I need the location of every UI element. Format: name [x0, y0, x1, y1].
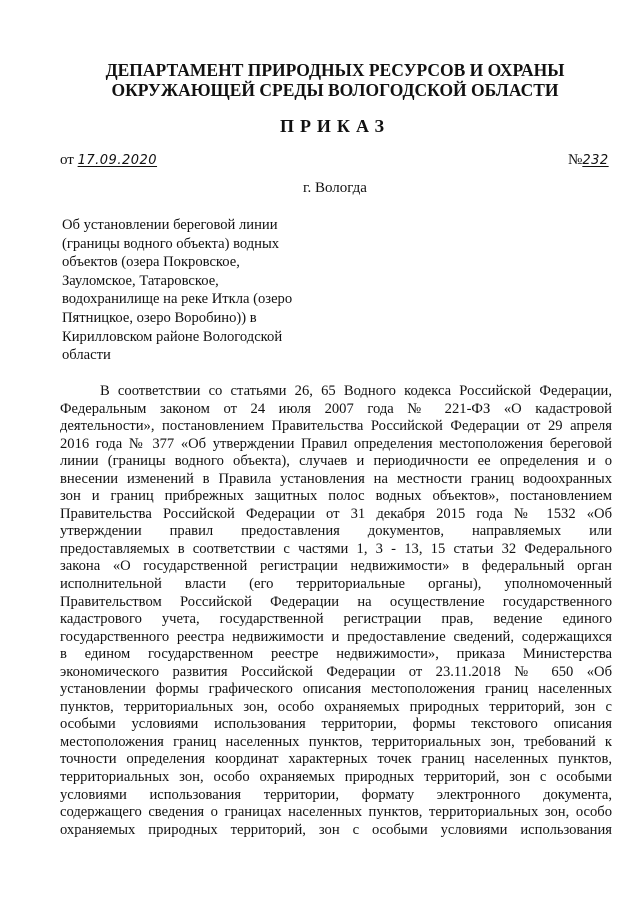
body-line: внесении изменений в Правила установления на местности границ водоохранных: [60, 470, 612, 487]
body-line: линии (границы водного объекта), случаев и периодичности ее определения и о: [60, 453, 612, 470]
body-line: содержащего сведения о границах населенных пунктов, территориальных зон, особо: [60, 804, 612, 821]
number-prefix: №: [568, 152, 583, 168]
body-line: местоположения границ населенных пунктов, территориальных зон, требований к: [60, 733, 612, 750]
body-line: точности определения координат характерных точек границ населенных пунктов,: [60, 751, 612, 768]
body-line: охраняемых природных территорий, зон с особыми условиями использования: [60, 821, 612, 838]
document-type-title: ПРИКАЗ: [279, 116, 391, 136]
date-value: 17.09.2020: [77, 153, 158, 168]
body-line: территориальных зон, особо охраняемых природных территорий, зон с особыми: [60, 769, 612, 786]
body-line: В соответствии со статьями 26, 65 Водного кодекса Российской Федерации,: [100, 383, 612, 399]
body-line: утверждении правил предоставления документов, направляемых или: [60, 523, 612, 540]
body-line: экономического развития Российской Федерации от 23.11.2018 № 650 «Об: [60, 663, 612, 680]
date-prefix: от: [60, 152, 74, 168]
subject-line: объектов (озера Покровское,: [62, 254, 240, 271]
body-line: 2016 года № 377 «Об утверждении Правил определения местоположения береговой: [60, 435, 612, 452]
order-date: [60, 152, 157, 169]
city-name: г. Вологда: [303, 180, 367, 196]
body-line: предоставляемых в соответствии с частями 1, 3 - 13, 15 статьи 32 Федерального: [60, 540, 612, 557]
order-number: [568, 152, 609, 169]
body-line: кадастрового учета, государственной регистрации прав, ведение единого: [60, 611, 612, 628]
subject-line: области: [62, 347, 111, 364]
subject-line: (границы водного объекта) водных: [62, 235, 280, 252]
body-line: зон и границ прибрежных защитных полос водных объектов», постановлением: [60, 488, 612, 505]
body-line: установлении формы графического описания местоположения границ населенных: [60, 681, 612, 698]
body-line: деятельности», постановлением Правительства Российской Федерации от 29 апреля: [60, 418, 612, 435]
department-header-line: ОКРУЖАЮЩЕЙ СРЕДЫ ВОЛОГОДСКОЙ ОБЛАСТИ: [111, 80, 559, 100]
body-line: особыми условиями использования территории, формы текстового описания: [60, 716, 612, 733]
subject-line: Пятницкое, озеро Воробино)) в: [62, 309, 257, 326]
body-paragraph: [60, 383, 612, 839]
department-header: [60, 60, 610, 100]
body-line: закона «О государственной регистрации недвижимости» в федеральный орган: [60, 558, 612, 575]
body-line: Федеральным законом от 24 июля 2007 года № 221-ФЗ «О кадастровой: [60, 400, 612, 417]
body-line: государственного реестра недвижимости и предоставление сведений, содержащихся: [60, 628, 612, 645]
body-line: пунктов, территориальных зон, особо охраняемых природных территорий, зон с: [60, 698, 612, 715]
subject-line: Об установлении береговой линии: [62, 217, 278, 233]
body-line: Правительством Российской Федерации на осуществление государственного: [60, 593, 612, 610]
number-value: 232: [582, 153, 609, 168]
subject-line: Зауломское, Татаровское,: [62, 272, 219, 289]
subject-line: водохранилище на реке Иткла (озеро: [62, 291, 293, 308]
body-line: условиями использования территории, формату электронного документа,: [60, 786, 612, 803]
body-line: исполнительной власти (его территориальные органы), уполномоченный: [60, 576, 612, 593]
body-line: в едином государственном реестре недвижимости», приказа Министерства: [60, 646, 612, 663]
subject-line: Кирилловском районе Вологодской: [62, 328, 283, 345]
body-line: Правительства Российской Федерации от 31 декабря 2015 года № 1532 «Об: [60, 505, 612, 522]
order-subject: [62, 216, 322, 365]
department-header-line: ДЕПАРТАМЕНТ ПРИРОДНЫХ РЕСУРСОВ И ОХРАНЫ: [105, 60, 565, 80]
